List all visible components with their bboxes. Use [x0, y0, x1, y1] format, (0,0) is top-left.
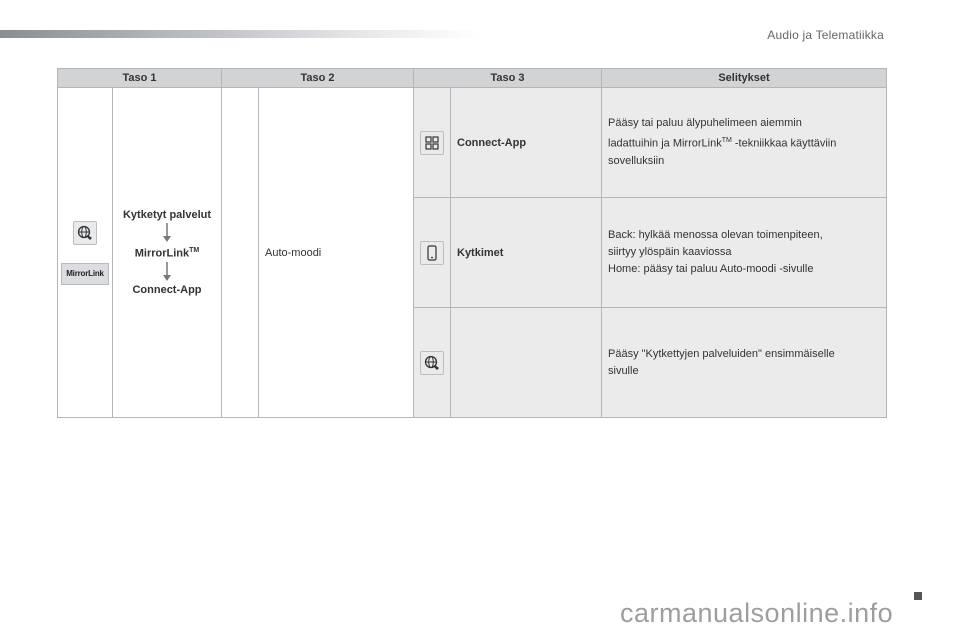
watermark: carmanualsonline.info — [620, 598, 894, 628]
level1-icon-cell — [58, 88, 113, 418]
table-row — [58, 88, 887, 198]
level2-text-cell — [259, 88, 414, 418]
mirrorlink-logo-icon: MirrorLink — [61, 263, 109, 285]
level1-item-mirrorlink: MirrorLink™ — [134, 247, 200, 260]
header-level3: Taso 3 — [414, 69, 602, 88]
top-gradient-bar — [0, 30, 480, 38]
menu-table — [57, 68, 887, 418]
level3-icon-cell — [414, 308, 451, 418]
smartphone-icon — [420, 241, 444, 265]
description-connected-services: Pääsy "Kytkettyjen palveluiden" ensimmäiselle sivulle — [608, 347, 835, 377]
level3-icon-cell — [414, 198, 451, 308]
header-level1: Taso 1 — [58, 69, 222, 88]
level2-icon-cell — [222, 88, 259, 418]
level3-label-connect-app: Connect-App — [457, 136, 527, 149]
description-switches: Back: hylkää menossa olevan toimenpiteen, siirtyy ylöspäin kaaviossa Home: pääsy tai paluu Auto-moodi -sivulle — [608, 229, 823, 275]
level3-label-cell — [451, 308, 602, 418]
level1-item-connect-app: Connect-App — [132, 283, 202, 296]
level3-label-switches: Kytkimet — [457, 246, 504, 259]
arrow-down-icon — [162, 262, 172, 282]
level3-label-empty — [451, 357, 457, 369]
globe-hand-icon — [420, 351, 444, 375]
globe-hand-icon — [73, 221, 97, 245]
level1-item-connected-services: Kytketyt palvelut — [122, 209, 212, 222]
arrow-down-icon — [162, 223, 172, 243]
apps-grid-icon — [420, 131, 444, 155]
level3-label-cell — [451, 88, 602, 198]
level3-label-cell — [451, 198, 602, 308]
level3-icon-cell — [414, 88, 451, 198]
level2-auto-mode: Auto-moodi — [265, 246, 322, 259]
page-marker — [914, 592, 922, 600]
level1-items-cell — [113, 88, 222, 418]
table-header-row — [58, 69, 887, 88]
header-level2: Taso 2 — [222, 69, 414, 88]
header-descriptions: Selitykset — [602, 69, 887, 88]
description-connect-app: Pääsy tai paluu älypuhelimeen aiemmin ladattuihin ja MirrorLink™ -tekniikkaa käyttäviin sovelluksiin — [608, 117, 837, 167]
description-cell — [602, 88, 887, 198]
description-cell — [602, 198, 887, 308]
section-title: Audio ja Telematiikka — [767, 28, 884, 42]
description-cell — [602, 308, 887, 418]
